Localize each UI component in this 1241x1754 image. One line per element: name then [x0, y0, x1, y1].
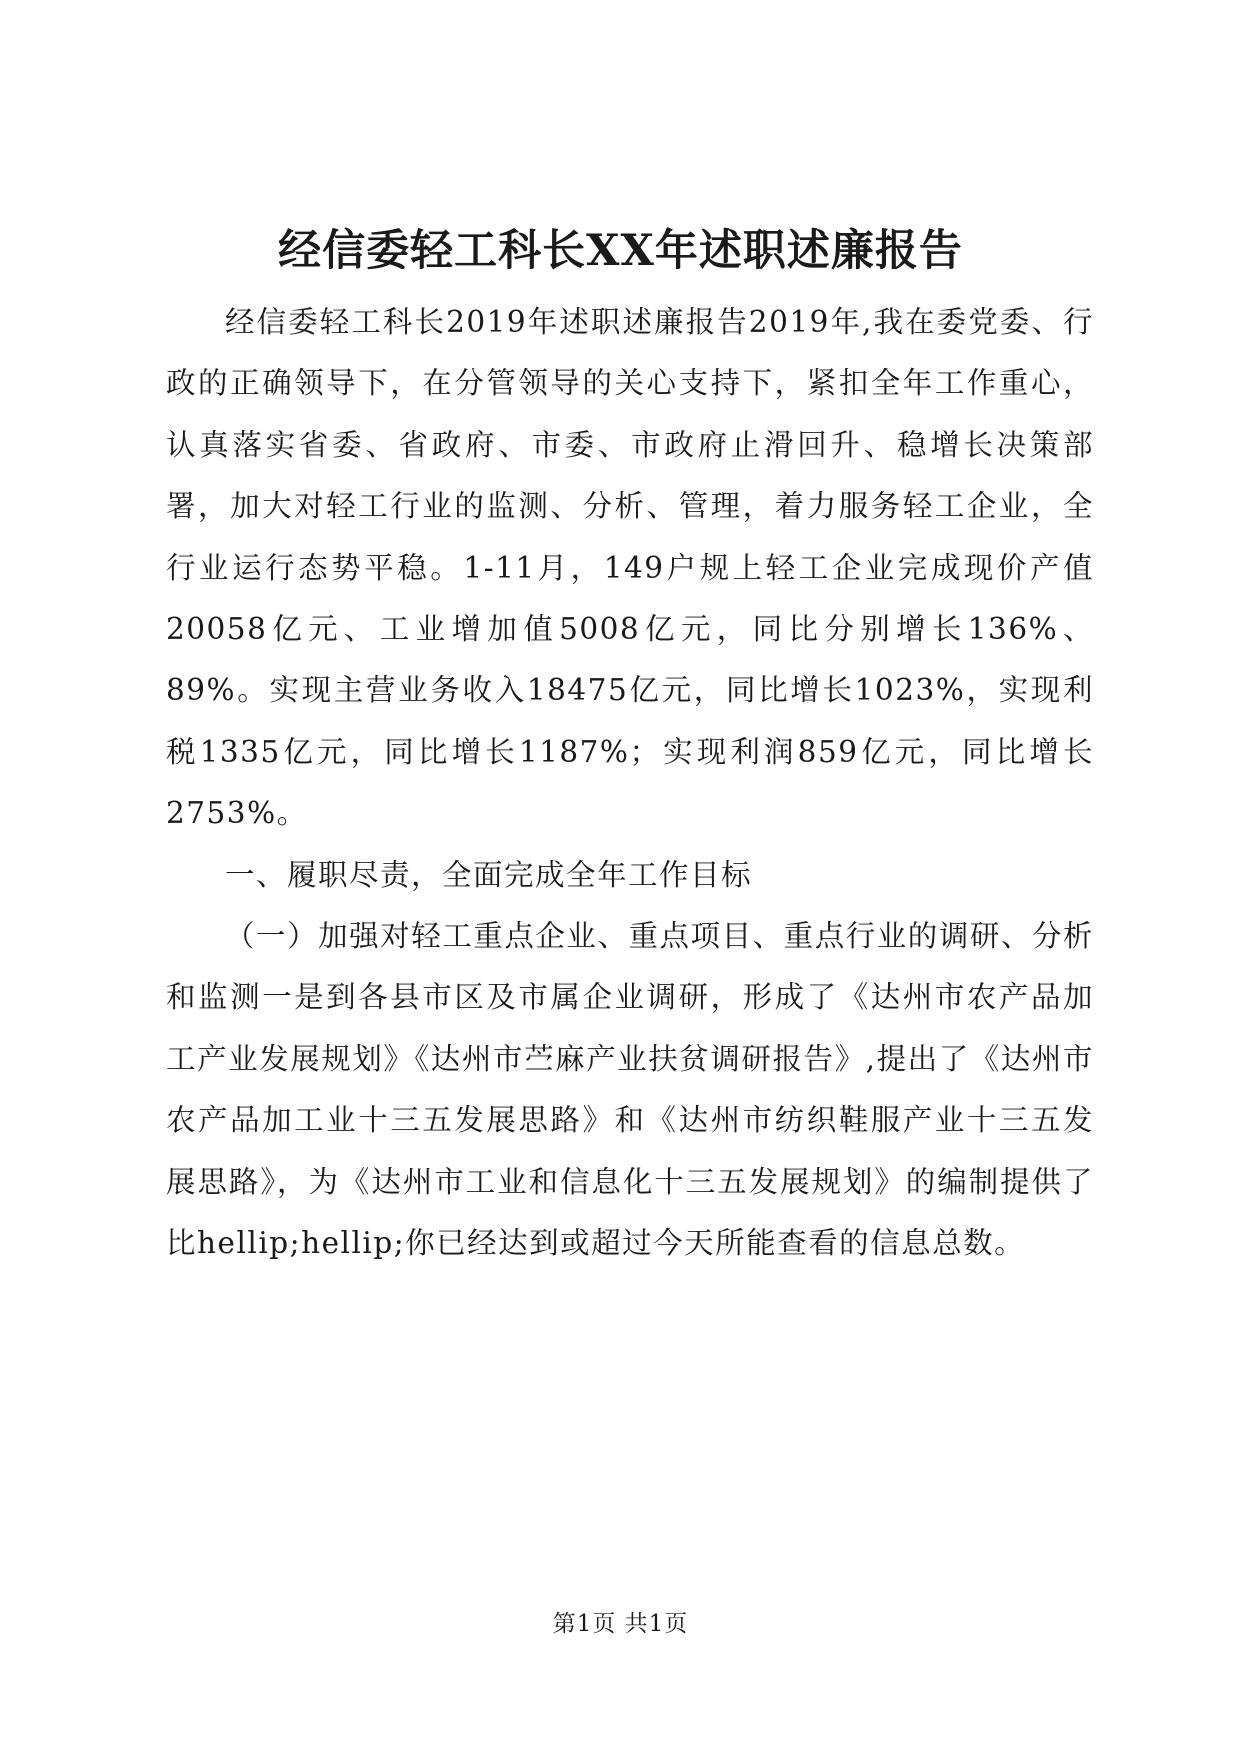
section-heading: 一、履职尽责，全面完成全年工作目标 [225, 857, 753, 892]
page-number: 第1页 [552, 1611, 617, 1637]
paragraph-summary: 经信委轻工科长2019年述职述廉报告2019年,我在委党委、行政的正确领导下，在分管领导的关心支持下，紧扣全年工作重心，认真落实省委、省政府、市委、市政府止滑回升、稳增长决策部署，加大对轻工行业的监测、分析、管理，着力服务轻工企业，全行业运行态势平稳。1-11月，149户规上轻工企业完成现价产值20058亿元、工业增加值5008亿元，同比分别增长136%、89%。实现主营业务收入18475亿元，同比增长1023%，实现利税1335亿元，同比增长1187%；实现利润859亿元，同比增长2753%。 [166, 305, 1094, 831]
document-title: 经信委轻工科长XX年述职述廉报告 [278, 226, 963, 276]
page-total: 共1页 [624, 1611, 689, 1637]
document-body [166, 292, 1094, 1275]
page-footer [0, 1608, 1241, 1640]
paragraph-subsection: （一）加强对轻工重点企业、重点项目、重点行业的调研、分析和监测一是到各县市区及市属企业调研，形成了《达州市农产品加工产业发展规划》《达州市苎麻产业扶贫调研报告》,提出了《达州市农产品加工业十三五发展思路》和《达州市纺织鞋服产业十三五发展思路》，为《达州市工业和信息化十三五发展规划》的编制提供了比hellip;hellip;你已经达到或超过今天所能查看的信息总数。 [166, 919, 1094, 1261]
